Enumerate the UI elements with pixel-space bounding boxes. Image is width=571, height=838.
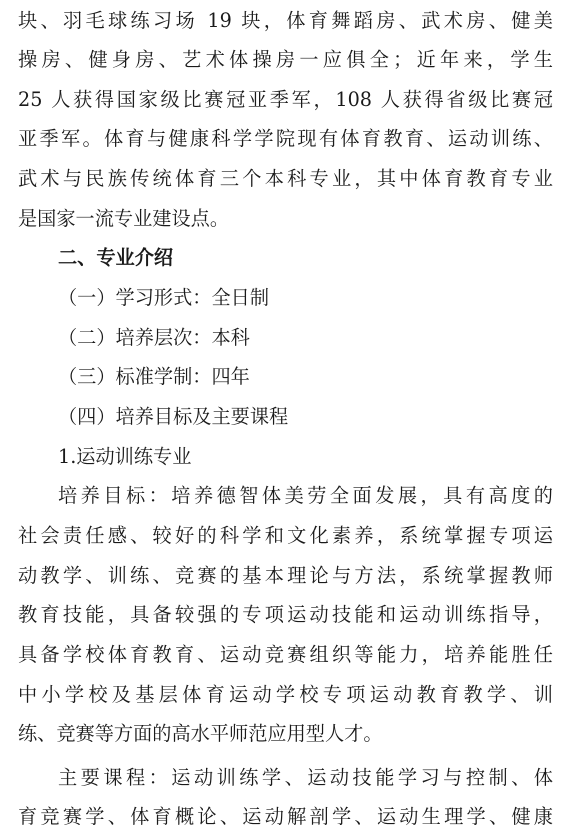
paragraph-line: 育竞赛学、体育概论、运动解剖学、运动生理学、健康 [18,805,553,828]
paragraph-line: 社会责任感、较好的科学和文化素养，系统掌握专项运 [18,524,553,547]
list-item: （一）学习形式：全日制 [58,286,270,309]
list-item: （四）培养目标及主要课程 [58,405,289,428]
paragraph-line: 教育技能，具备较强的专项运动技能和运动训练指导， [18,603,553,626]
paragraph-line: 主要课程：运动训练学、运动技能学习与控制、体 [58,766,553,789]
subsection-heading: 1.运动训练专业 [58,445,192,468]
paragraph-line: 培养目标：培养德智体美劳全面发展，具有高度的 [58,484,553,507]
paragraph-line: 中小学校及基层体育运动学校专项运动教育教学、训 [18,683,553,706]
list-item: （二）培养层次：本科 [58,326,250,349]
paragraph-line: 练、竞赛等方面的高水平师范应用型人才。 [18,722,383,745]
paragraph-line: 亚季军。体育与健康科学学院现有体育教育、运动训练、 [18,127,553,150]
paragraph-line: 具备学校体育教育、运动竞赛组织等能力，培养能胜任 [18,643,553,666]
paragraph-line: 25 人获得国家级比赛冠亚季军，108 人获得省级比赛冠 [18,88,553,111]
paragraph-line: 操房、健身房、艺术体操房一应俱全；近年来，学生 [18,48,553,71]
paragraph-line: 块、羽毛球练习场 19 块，体育舞蹈房、武术房、健美 [18,9,553,32]
paragraph-line: 动教学、训练、竞赛的基本理论与方法，系统掌握教师 [18,564,553,587]
section-heading: 二、专业介绍 [58,246,174,269]
list-item: （三）标准学制：四年 [58,365,250,388]
paragraph-line: 是国家一流专业建设点。 [18,207,230,230]
paragraph-line: 武术与民族传统体育三个本科专业，其中体育教育专业 [18,167,553,190]
